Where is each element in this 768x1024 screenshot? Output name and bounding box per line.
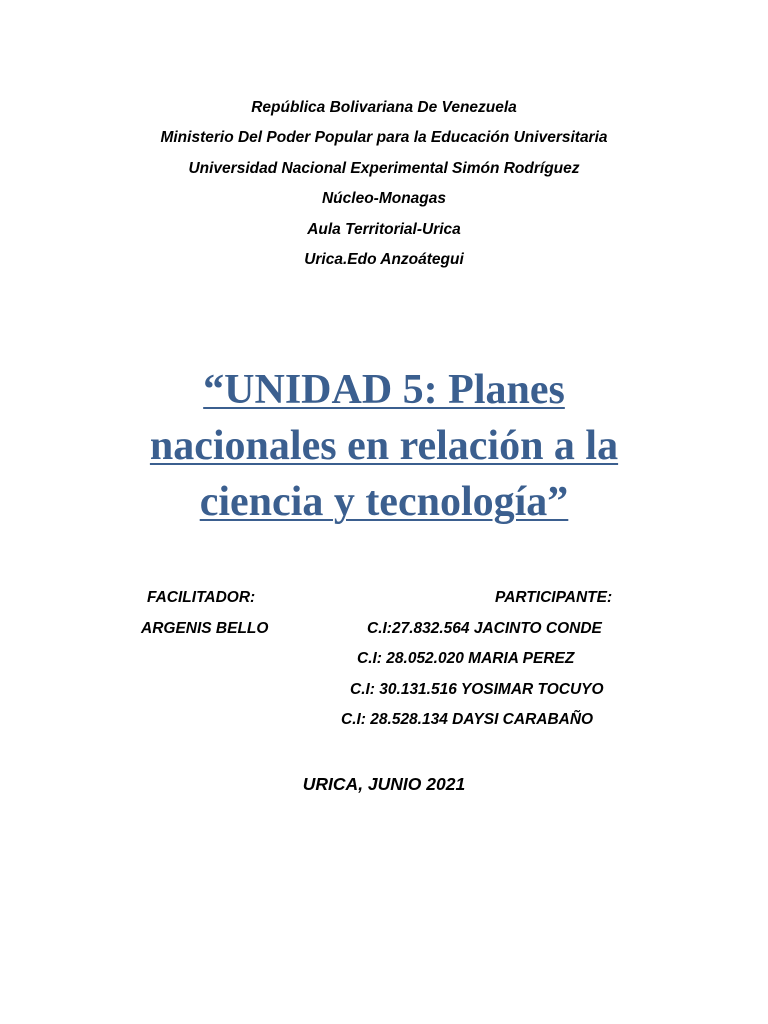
participant-entry-3: C.I: 30.131.516 YOSIMAR TOCUYO xyxy=(350,681,604,698)
institution-header xyxy=(0,93,768,275)
facilitator-name: ARGENIS BELLO xyxy=(141,620,269,637)
title-line-1: “UNIDAD 5: Planes xyxy=(203,367,565,413)
header-line-ministry: Ministerio Del Poder Popular para la Educación Universitaria xyxy=(160,129,608,147)
header-line-classroom: Aula Territorial-Urica xyxy=(307,220,461,238)
participant-entry-1: C.I:27.832.564 JACINTO CONDE xyxy=(367,620,602,637)
header-line-republic: República Bolivariana De Venezuela xyxy=(251,99,517,116)
header-line-location: Urica.Edo Anzoátegui xyxy=(304,251,464,269)
header-line-university: Universidad Nacional Experimental Simón Rodríguez xyxy=(188,159,580,177)
document-title xyxy=(0,362,768,530)
title-line-2: nacionales en relación a la xyxy=(149,423,619,469)
participants-label: PARTICIPANTE: xyxy=(495,589,613,606)
participant-entry-4: C.I: 28.528.134 DAYSI CARABAÑO xyxy=(341,711,594,728)
facilitator-label: FACILITADOR: xyxy=(147,589,256,606)
participant-entry-2: C.I: 28.052.020 MARIA PEREZ xyxy=(357,650,575,667)
title-line-3: ciencia y tecnología” xyxy=(199,479,569,525)
header-line-nucleus: Núcleo-Monagas xyxy=(321,190,446,208)
place-date: URICA, JUNIO 2021 xyxy=(302,774,466,794)
